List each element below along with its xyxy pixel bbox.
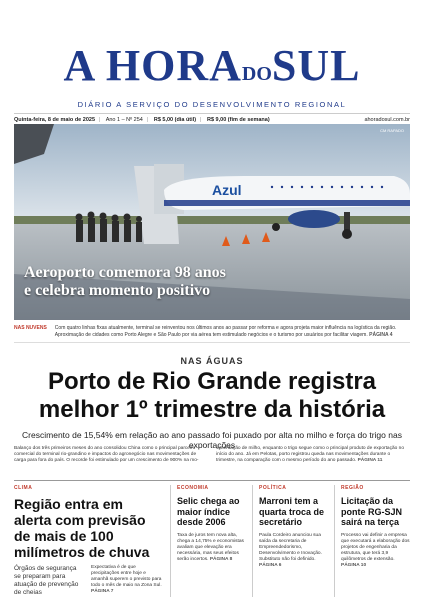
- newspaper-tagline: DIÁRIO A SERVIÇO DO DESENVOLVIMENTO REGIONAL: [77, 100, 347, 109]
- section-label: ECONOMIA: [177, 485, 209, 491]
- newspaper-title: A HORADOSUL: [63, 41, 361, 90]
- section-label: CLIMA: [14, 485, 33, 491]
- story-headline: Selic chega ao maior índice desde 2006: [177, 496, 240, 527]
- page-reference: PÁGINA 11: [357, 458, 383, 464]
- edition-info-bar: Quinta-feira, 8 de maio de 2025 | Ano 1 – Nº 254 | R$ 5,00 (dia útil) | R$ 9,00 (fim de semana) ahoradosul.com.br: [14, 113, 410, 127]
- photo-caption-row: [14, 325, 410, 343]
- lead-headline[interactable]: Porto de Rio Grande registra melhor 1º trimestre da história: [38, 368, 386, 423]
- price-weekend: R$ 9,00 (fim de semana): [207, 117, 270, 123]
- story-economia[interactable]: [171, 485, 253, 597]
- price-weekday: R$ 5,00 (dia útil): [153, 117, 197, 123]
- edition-date: Quinta-feira, 8 de maio de 2025: [14, 117, 96, 123]
- story-summary: Paula Cordeiro anunciou sua saída da secretaria de Empreendedorismo, Desenvolvimento e Inovação. Substituto não foi definido. PÁGINA 6: [259, 532, 322, 568]
- lead-body: [14, 446, 410, 465]
- section-label: POLÍTICA: [259, 485, 287, 491]
- photo-credit: CM RAPADO: [380, 128, 404, 133]
- story-summary: Taxa de juros tem nova alta, chega a 14,75% e economistas avaliam que elevação era necessária, mas seus efeitos serão incertos. PÁGINA 8: [177, 532, 244, 562]
- lead-body-col1: Balanço dos três primeiros meses do ano consolidou China como o principal parceiro comercial do terminal rio-grandino e impactos do agronegócio nas movimentações de carga para fora do país. O recorde foi estimulado por um crescimento de 900% na mo-: [14, 446, 199, 464]
- website-link[interactable]: ahoradosul.com.br: [364, 117, 410, 123]
- bottom-stories: [14, 480, 410, 597]
- lead-subheadline: Crescimento de 15,54% em relação ao ano passado foi puxado por alta no milho e força do trigo nas exportações: [22, 430, 402, 450]
- lead-kicker: NAS ÁGUAS: [180, 356, 244, 366]
- photo-caption-text: Com quatro linhas fixas atualmente, terminal se reinventou nos últimos anos ao passar por reforma e agora projeta maior influência na logística da região. Aproximação de cidades como Porto Alegre e São Paulo por via aérea tem estimulado negócios e o turismo por usuários por facilitar viagem. PÁGINA 4: [54, 325, 397, 338]
- story-aside: Expectativa é de que precipitações entre hoje e amanhã superem o previsto para todo o mês de maio na Zona Sul. PÁGINA 7: [91, 565, 162, 594]
- story-summary: Processo vai definir a empresa que executará a elaboração dos projetos de engenharia da estrutura, que terá 3,9 quilômetros de extensão. PÁGINA 10: [341, 532, 410, 568]
- story-headline: Licitação da ponte RG-SJN sairá na terça: [341, 496, 403, 527]
- section-label: REGIÃO: [341, 485, 364, 491]
- edition-number: Ano 1 – Nº 254: [105, 117, 143, 123]
- story-clima[interactable]: [14, 485, 171, 597]
- story-summary: Órgãos de segurança se preparam para atuação de prevenção de cheias: [14, 565, 79, 596]
- story-politica[interactable]: [253, 485, 335, 597]
- page-reference: PÁGINA 4: [369, 331, 393, 338]
- story-regiao[interactable]: [335, 485, 410, 597]
- story-headline: Marroni tem a quarta troca de secretário: [259, 496, 325, 527]
- section-tag-nas-nuvens: NAS NUVENS: [14, 325, 47, 331]
- cover-photo: [14, 124, 410, 320]
- lead-body-col2: vimentação de milho, enquanto o trigo segue como o principal produto de exportação no início do ano. Já em Pelotas, porto registrou queda nas movimentações durante o trimestre, na comparação com o mesmo período do ano passado. PÁGINA 11: [216, 446, 404, 464]
- photo-headline[interactable]: Aeroporto comemora 98 anos e celebra momento positivo: [24, 264, 226, 299]
- svg-text:Azul: Azul: [212, 182, 242, 198]
- masthead: [0, 41, 424, 109]
- story-headline: Região entra em alerta com previsão de mais de 100 milímetros de chuva: [14, 496, 150, 560]
